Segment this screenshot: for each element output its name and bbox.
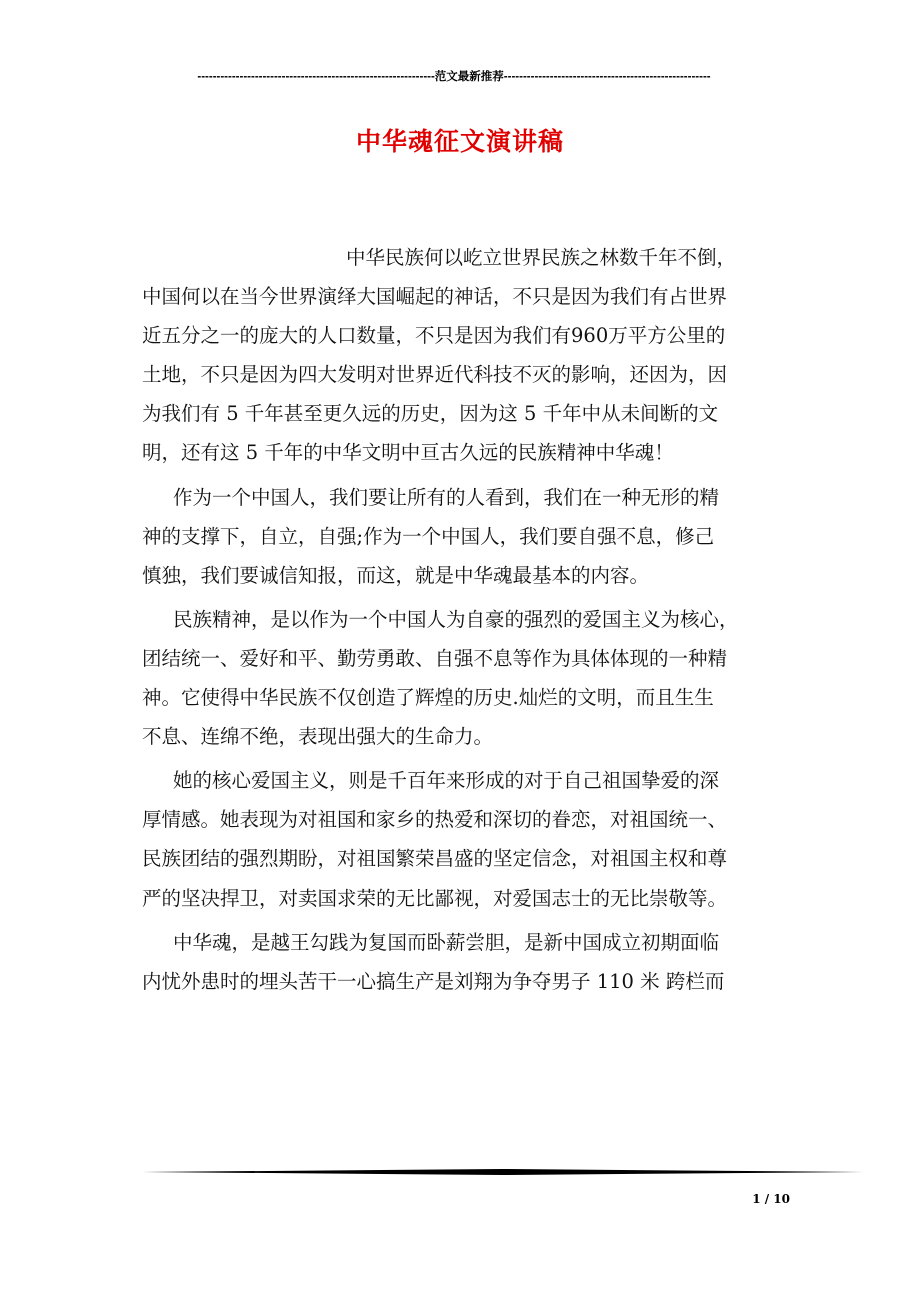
paragraph-line: 她的核心爱国主义，则是千百年来形成的对于自己祖国挚爱的深 [173, 769, 720, 793]
paragraph-5 [142, 923, 792, 1001]
paragraph-line: 中国何以在当今世界演绎大国崛起的神话，不只是因为我们有占世界 [142, 285, 728, 309]
paragraph-line: 团结统一、爱好和平、勤劳勇敢、自强不息等作为具体体现的一种精 [142, 646, 728, 670]
page-number: 1 / 10 [752, 1192, 790, 1206]
paragraph-line: 作为一个中国人，我们要让所有的人看到，我们在一种无形的精 [173, 485, 720, 509]
paragraph-line: 严的坚决捍卫，对卖国求荣的无比鄙视，对爱国志士的无比崇敬等。 [142, 886, 728, 910]
paragraph-1 [142, 238, 792, 473]
footer-divider [142, 1169, 864, 1175]
header-banner: --------------------------------------------------------------范文最新推荐------------------------------------------------------ [197, 71, 711, 83]
paragraph-line: 民族团结的强烈期盼，对祖国繁荣昌盛的坚定信念，对祖国主权和尊 [142, 847, 728, 871]
document-title: 中华魂征文演讲稿 [355, 127, 564, 156]
paragraph-line: 中华魂，是越王勾践为复国而卧薪尝胆，是新中国成立初期面临 [173, 930, 720, 954]
paragraph-line: 中华民族何以屹立世界民族之林数千年不倒， [346, 246, 737, 269]
paragraph-line: 为我们有 5 千年甚至更久远的历史，因为这 5 千年中从未间断的文 [142, 402, 719, 426]
document-body [142, 238, 792, 1001]
paragraph-line: 神。它使得中华民族不仅创造了辉煌的历史.灿烂的文明，而且生生 [142, 686, 714, 710]
paragraph-line: 神的支撑下，自立，自强;作为一个中国人，我们要自强不息，修己 [142, 524, 715, 548]
paragraph-line: 近五分之一的庞大的人口数量，不只是因为我们有960万平方公里的 [142, 324, 726, 348]
paragraph-line: 不息、连绵不绝，表现出强大的生命力。 [142, 725, 494, 749]
paragraph-line: 土地，不只是因为四大发明对世界近代科技不灭的影响，还因为，因 [142, 363, 728, 387]
paragraph-line: 民族精神，是以作为一个中国人为自豪的强烈的爱国主义为核心， [173, 607, 739, 631]
paragraph-line: 内忧外患时的埋头苦干一心搞生产是刘翔为争夺男子 110 米 跨栏而 [142, 969, 725, 993]
paragraph-line: 慎独，我们要诚信知报，而这，就是中华魂最基本的内容。 [142, 563, 650, 587]
paragraph-2 [142, 478, 792, 595]
paragraph-line: 明，还有这 5 千年的中华文明中亘古久远的民族精神中华魂！ [142, 441, 674, 465]
paragraph-line: 厚情感。她表现为对祖国和家乡的热爱和深切的眷恋，对祖国统一、 [142, 808, 728, 832]
paragraph-4 [142, 761, 792, 917]
paragraph-3 [142, 600, 792, 756]
